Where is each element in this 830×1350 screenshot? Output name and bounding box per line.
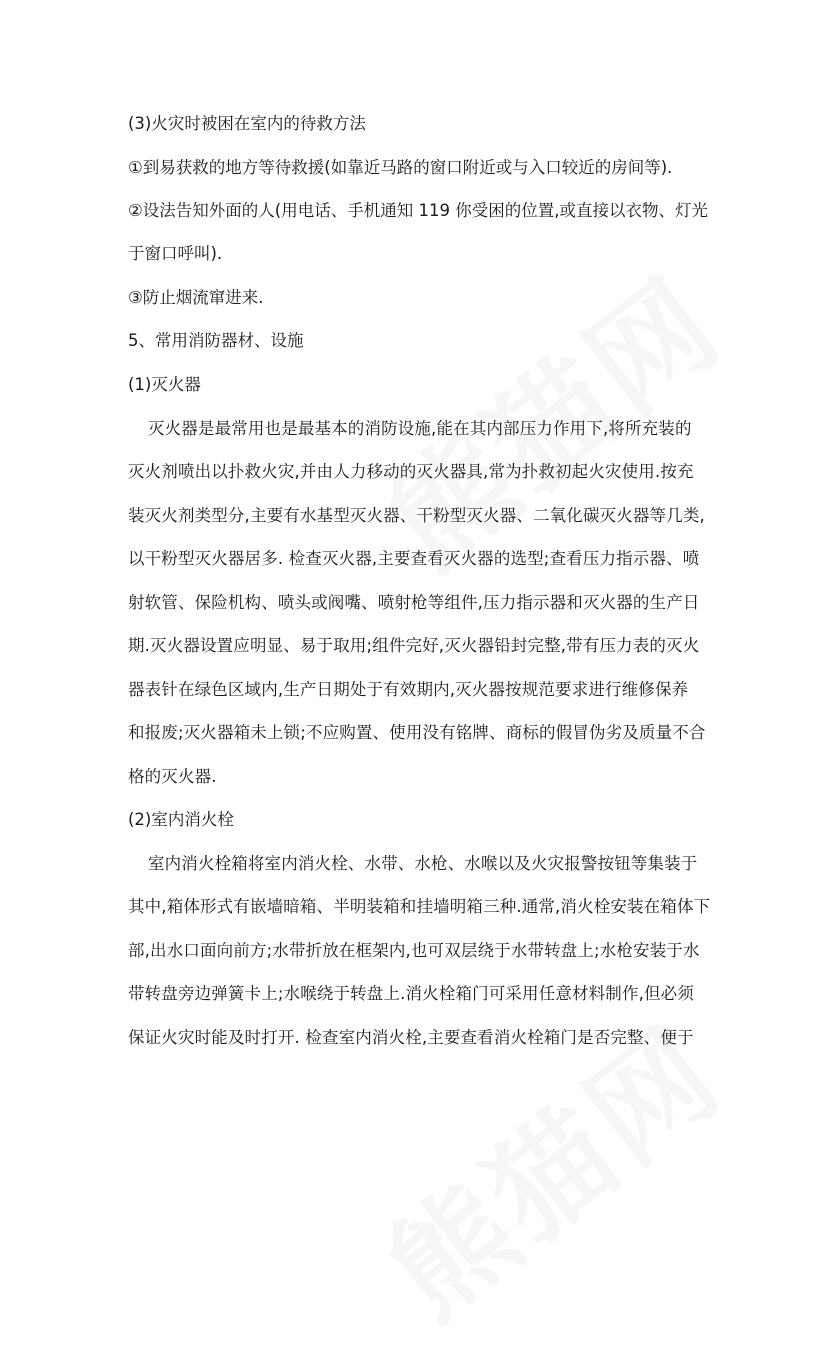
paragraph-line: 期.灭火器设置应明显、易于取用;组件完好,灭火器铅封完整,带有压力表的灭火 bbox=[128, 636, 700, 655]
paragraph-line: 装灭火剂类型分,主要有水基型灭火器、干粉型灭火器、二氧化碳灭火器等几类, bbox=[128, 506, 705, 525]
paragraph-line: 室内消火栓箱将室内消火栓、水带、水枪、水喉以及火灾报警按钮等集装于 bbox=[148, 854, 698, 873]
paragraph-line: 灭火剂喷出以扑救火灾,并由人力移动的灭火器具,常为扑救初起火灾使用.按充 bbox=[128, 462, 694, 481]
list-item: ①到易获救的地方等待救援(如靠近马路的窗口附近或与入口较近的房间等). bbox=[128, 158, 673, 177]
list-item: ③防止烟流窜进来. bbox=[128, 288, 264, 307]
list-item: ②设法告知外面的人(用电话、手机通知 119 你受困的位置,或直接以衣物、灯光 bbox=[128, 201, 708, 220]
subsection-heading: (2)室内消火栓 bbox=[128, 810, 234, 829]
paragraph-line: 带转盘旁边弹簧卡上;水喉绕于转盘上.消火栓箱门可采用任意材料制作,但必须 bbox=[128, 984, 694, 1003]
paragraph-line: 保证火灾时能及时打开. 检查室内消火栓,主要查看消火栓箱门是否完整、便于 bbox=[128, 1028, 694, 1047]
list-item-continuation: 于窗口呼叫). bbox=[128, 244, 223, 263]
subsection-heading: (1)灭火器 bbox=[128, 375, 201, 394]
paragraph-line: 以干粉型灭火器居多. 检查灭火器,主要查看灭火器的选型;查看压力指示器、喷 bbox=[128, 549, 700, 568]
paragraph-line: 射软管、保险机构、喷头或阀嘴、喷射枪等组件,压力指示器和灭火器的生产日 bbox=[128, 593, 700, 612]
paragraph-line: 灭火器是最常用也是最基本的消防设施,能在其内部压力作用下,将所充装的 bbox=[148, 419, 692, 438]
section-heading: 5、常用消防器材、设施 bbox=[128, 331, 304, 350]
paragraph-line: 和报废;灭火器箱未上锁;不应购置、使用没有铭牌、商标的假冒伪劣及质量不合 bbox=[128, 723, 706, 742]
paragraph-line: 格的灭火器. bbox=[128, 767, 217, 786]
section-heading: (3)火灾时被困在室内的待救方法 bbox=[128, 114, 366, 133]
paragraph-line: 部,出水口面向前方;水带折放在框架内,也可双层绕于水带转盘上;水枪安装于水 bbox=[128, 941, 700, 960]
paragraph-line: 器表针在绿色区域内,生产日期处于有效期内,灭火器按规范要求进行维修保养 bbox=[128, 680, 689, 699]
paragraph-line: 其中,箱体形式有嵌墙暗箱、半明装箱和挂墙明箱三种.通常,消火栓安装在箱体下 bbox=[128, 897, 711, 916]
